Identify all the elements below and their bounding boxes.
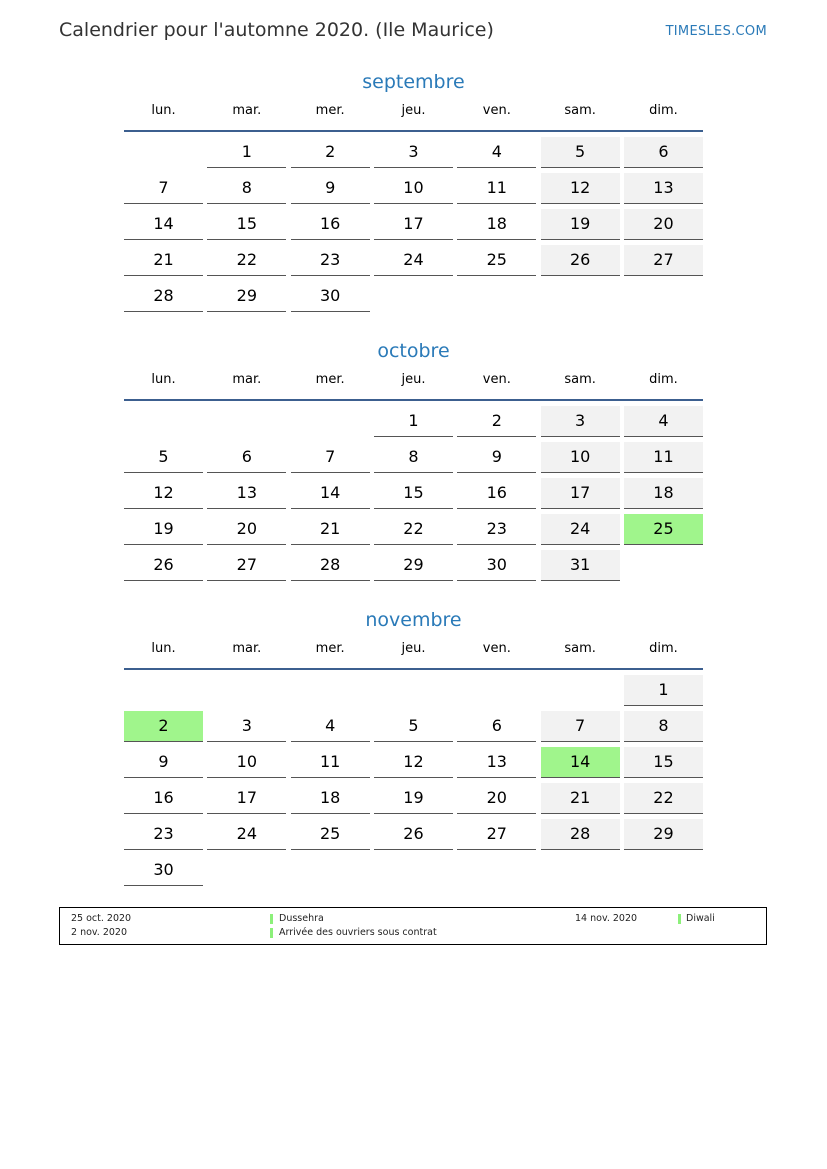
day-cell[interactable]: 10 [374,173,453,204]
legend-marker [270,928,273,938]
week-row [124,819,703,851]
day-cell[interactable]: 9 [124,747,203,778]
legend-marker [678,914,681,924]
day-cell[interactable]: 1 [624,675,703,706]
day-cell[interactable]: 28 [124,281,203,312]
day-cell[interactable]: 2 [291,137,370,168]
week-list [124,406,703,582]
empty-day-cell [291,675,370,705]
day-cell[interactable]: 20 [457,783,536,814]
day-cell[interactable]: 6 [457,711,536,742]
weekday-label: jeu. [401,103,426,118]
day-cell[interactable]: 7 [291,442,370,473]
weekday-label: mar. [232,103,262,118]
weekday-label: ven. [482,103,511,118]
week-row [124,478,703,510]
holiday-day-cell[interactable]: 14 [541,747,620,778]
weekday-label: mar. [232,372,262,387]
week-row [124,747,703,779]
weekday-label: mar. [232,641,262,656]
empty-day-cell [207,406,286,436]
day-cell[interactable]: 30 [457,550,536,581]
month-title: novembre [365,609,462,631]
day-cell[interactable]: 7 [124,173,203,204]
day-cell[interactable]: 17 [541,478,620,509]
week-row [124,281,703,313]
day-cell[interactable]: 15 [374,478,453,509]
day-cell[interactable]: 13 [207,478,286,509]
day-cell[interactable]: 21 [124,245,203,276]
empty-day-cell [207,675,286,705]
day-cell[interactable]: 3 [541,406,620,437]
legend-date: 2 nov. 2020 [71,927,127,938]
day-cell[interactable]: 20 [207,514,286,545]
weekday-label: dim. [649,641,678,656]
weekday-label: sam. [564,372,596,387]
day-cell[interactable]: 5 [124,442,203,473]
day-cell[interactable]: 23 [457,514,536,545]
month-october [124,337,703,586]
weekday-label: sam. [564,641,596,656]
day-cell[interactable]: 29 [207,281,286,312]
empty-day-cell [457,855,536,885]
legend-date: 25 oct. 2020 [71,913,132,924]
day-cell[interactable]: 9 [291,173,370,204]
week-row [124,137,703,169]
empty-day-cell [374,855,453,885]
day-cell[interactable]: 1 [374,406,453,437]
legend-name: Dussehra [279,913,324,924]
empty-day-cell [124,675,203,705]
day-cell[interactable]: 14 [124,209,203,240]
day-cell[interactable]: 16 [124,783,203,814]
day-cell[interactable]: 22 [624,783,703,814]
day-cell[interactable]: 27 [624,245,703,276]
day-cell[interactable]: 31 [541,550,620,581]
weekday-label: ven. [482,372,511,387]
day-cell[interactable]: 25 [457,245,536,276]
empty-day-cell [541,855,620,885]
holiday-day-cell[interactable]: 25 [624,514,703,545]
day-cell[interactable]: 12 [124,478,203,509]
day-cell[interactable]: 22 [207,245,286,276]
header-divider [124,668,703,670]
empty-day-cell [374,675,453,705]
day-cell[interactable]: 19 [124,514,203,545]
day-cell[interactable]: 8 [207,173,286,204]
day-cell[interactable]: 6 [624,137,703,168]
week-row [124,442,703,474]
day-cell[interactable]: 3 [374,137,453,168]
empty-day-cell [207,855,286,885]
day-cell[interactable]: 11 [624,442,703,473]
empty-day-cell [624,550,703,580]
day-cell[interactable]: 15 [624,747,703,778]
legend-name: Diwali [686,913,715,924]
week-row [124,783,703,815]
day-cell[interactable]: 24 [207,819,286,850]
empty-day-cell [541,675,620,705]
day-cell[interactable]: 4 [457,137,536,168]
weekday-label: dim. [649,103,678,118]
day-cell[interactable]: 30 [124,855,203,886]
day-cell[interactable]: 23 [291,245,370,276]
day-cell[interactable]: 8 [624,711,703,742]
weekday-label: mer. [315,103,345,118]
day-cell[interactable]: 19 [541,209,620,240]
week-row [124,173,703,205]
day-cell[interactable]: 10 [207,747,286,778]
day-cell[interactable]: 11 [457,173,536,204]
week-row [124,855,703,887]
weekday-header [124,372,703,396]
day-cell[interactable]: 22 [374,514,453,545]
weekday-label: dim. [649,372,678,387]
day-cell[interactable]: 27 [457,819,536,850]
day-cell[interactable]: 26 [374,819,453,850]
week-row [124,209,703,241]
day-cell[interactable]: 30 [291,281,370,312]
day-cell[interactable]: 20 [624,209,703,240]
day-cell[interactable]: 17 [207,783,286,814]
day-cell[interactable]: 9 [457,442,536,473]
legend-date: 14 nov. 2020 [575,913,638,924]
weekday-label: lun. [151,372,176,387]
week-row [124,514,703,546]
weekday-label: lun. [151,641,176,656]
day-cell[interactable]: 6 [207,442,286,473]
day-cell[interactable]: 5 [541,137,620,168]
holiday-legend [59,907,767,945]
day-cell[interactable]: 1 [207,137,286,168]
empty-day-cell [457,675,536,705]
week-list [124,137,703,313]
day-cell[interactable]: 18 [457,209,536,240]
month-november [124,606,703,891]
week-row [124,406,703,438]
site-link[interactable]: TIMESLES.COM [665,24,767,39]
weekday-header [124,641,703,665]
day-cell[interactable]: 7 [541,711,620,742]
weekday-label: jeu. [401,372,426,387]
day-cell[interactable]: 16 [457,478,536,509]
empty-day-cell [124,406,203,436]
weekday-label: lun. [151,103,176,118]
day-cell[interactable]: 12 [374,747,453,778]
day-cell[interactable]: 26 [541,245,620,276]
day-cell[interactable]: 3 [207,711,286,742]
day-cell[interactable]: 15 [207,209,286,240]
empty-day-cell [124,137,203,167]
week-row [124,245,703,277]
day-cell[interactable]: 21 [291,514,370,545]
day-cell[interactable]: 29 [624,819,703,850]
empty-day-cell [291,855,370,885]
weekday-label: mer. [315,372,345,387]
day-cell[interactable]: 16 [291,209,370,240]
legend-name: Arrivée des ouvriers sous contrat [279,927,437,938]
day-cell[interactable]: 11 [291,747,370,778]
day-cell[interactable]: 4 [291,711,370,742]
empty-day-cell [374,281,453,311]
day-cell[interactable]: 23 [124,819,203,850]
week-row [124,675,703,707]
day-cell[interactable]: 4 [624,406,703,437]
day-cell[interactable]: 18 [624,478,703,509]
day-cell[interactable]: 13 [457,747,536,778]
day-cell[interactable]: 28 [541,819,620,850]
month-september [124,68,703,317]
day-cell[interactable]: 28 [291,550,370,581]
day-cell[interactable]: 5 [374,711,453,742]
legend-marker [270,914,273,924]
empty-day-cell [541,281,620,311]
day-cell[interactable]: 14 [291,478,370,509]
weekday-label: ven. [482,641,511,656]
day-cell[interactable]: 10 [541,442,620,473]
weekday-label: mer. [315,641,345,656]
empty-day-cell [624,855,703,885]
day-cell[interactable]: 2 [457,406,536,437]
empty-day-cell [291,406,370,436]
day-cell[interactable]: 19 [374,783,453,814]
header-divider [124,399,703,401]
empty-day-cell [624,281,703,311]
day-cell[interactable]: 27 [207,550,286,581]
week-row [124,711,703,743]
weekday-label: jeu. [401,641,426,656]
month-title: septembre [362,71,465,93]
week-list [124,675,703,887]
holiday-day-cell[interactable]: 2 [124,711,203,742]
day-cell[interactable]: 24 [541,514,620,545]
day-cell[interactable]: 13 [624,173,703,204]
day-cell[interactable]: 29 [374,550,453,581]
weekday-label: sam. [564,103,596,118]
day-cell[interactable]: 21 [541,783,620,814]
month-title: octobre [377,340,450,362]
day-cell[interactable]: 26 [124,550,203,581]
weekday-header [124,103,703,127]
page-title: Calendrier pour l'automne 2020. (Ile Maurice) [59,19,494,41]
header-divider [124,130,703,132]
day-cell[interactable]: 17 [374,209,453,240]
day-cell[interactable]: 24 [374,245,453,276]
day-cell[interactable]: 18 [291,783,370,814]
week-row [124,550,703,582]
day-cell[interactable]: 8 [374,442,453,473]
empty-day-cell [457,281,536,311]
day-cell[interactable]: 12 [541,173,620,204]
day-cell[interactable]: 25 [291,819,370,850]
